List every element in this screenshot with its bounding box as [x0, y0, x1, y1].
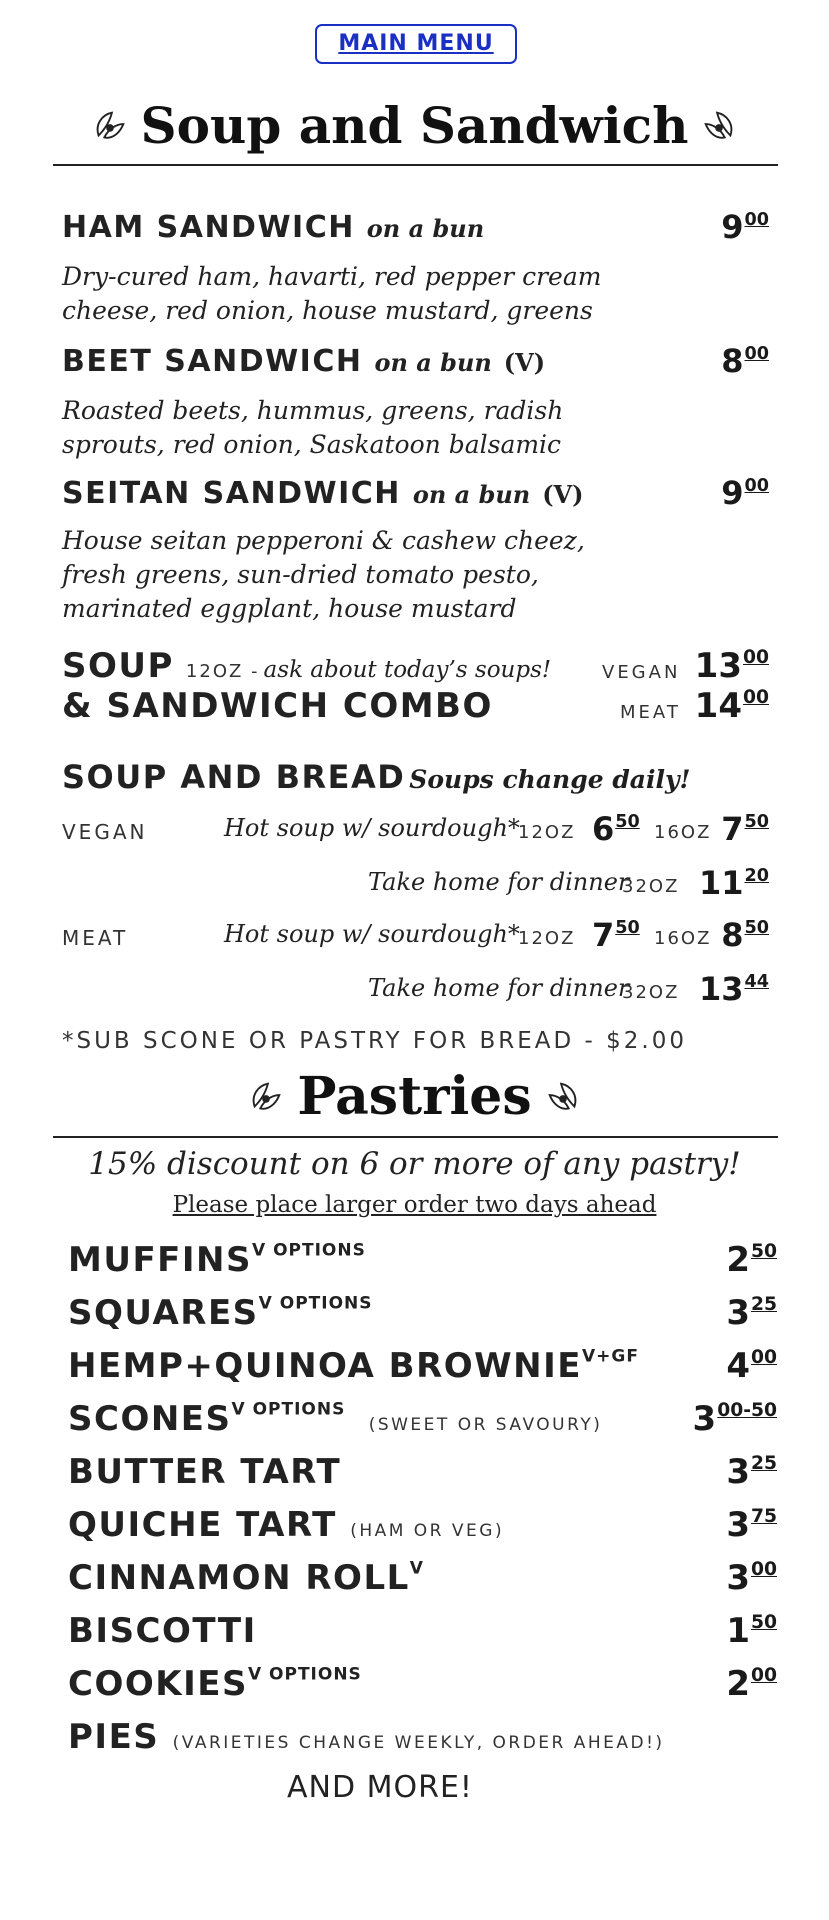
hot-soup-label: Hot soup w/ sourdough* — [224, 920, 520, 948]
order-ahead-note: Please place larger order two days ahead — [172, 1192, 657, 1218]
price: $8^{00}$ — [721, 342, 769, 380]
price: $7^{50}$ — [721, 810, 769, 848]
pastry-item: QUICHE TART (HAM OR VEG) — [68, 1505, 505, 1545]
menu-item-beet-sandwich: BEET SANDWICH on a bun (V) — [62, 344, 546, 379]
combo-meat-price: $14^{00}$ — [694, 686, 769, 726]
price: $13^{44}$ — [698, 970, 769, 1008]
size-32oz: 32OZ — [622, 982, 680, 1003]
combo-meat-label: MEAT — [620, 702, 681, 723]
section-title: Pastries — [297, 1066, 532, 1127]
price: $3^{00}$ — [726, 1558, 777, 1598]
price: $4^{00}$ — [726, 1346, 777, 1386]
pastry-item: $SQUARES^{V OPTIONS}$ — [68, 1293, 373, 1333]
size-12oz: 12OZ — [518, 928, 576, 949]
item-description: Dry-cured ham, havarti, red pepper cream cheese, red onion, house mustard, greens — [62, 262, 602, 325]
pastry-item: $COOKIES^{V OPTIONS}$ — [68, 1664, 362, 1704]
pastry-item: $MUFFINS^{V OPTIONS}$ — [68, 1240, 366, 1280]
leaf-ornament-icon — [700, 107, 738, 145]
price: $6^{50}$ — [592, 810, 640, 848]
take-home-label: Take home for dinner — [368, 868, 630, 896]
size-16oz: 16OZ — [654, 822, 712, 843]
soup-sandwich-header — [0, 96, 829, 155]
pastry-item: BUTTER TART — [68, 1452, 342, 1492]
main-menu-button[interactable]: MAIN MENU — [315, 24, 517, 64]
price: $2^{00}$ — [726, 1664, 777, 1704]
size-16oz: 16OZ — [654, 928, 712, 949]
leaf-ornament-icon — [544, 1078, 582, 1116]
price: $1^{50}$ — [726, 1611, 777, 1651]
price: $9^{00}$ — [721, 208, 769, 246]
discount-note: 15% discount on 6 or more of any pastry! — [88, 1146, 741, 1182]
pastries-header — [0, 1066, 829, 1127]
section-title: Soup and Sandwich — [140, 96, 689, 155]
section-divider — [53, 164, 778, 166]
pastry-item: $SCONES^{V OPTIONS}$ (SWEET OR SAVOURY) — [68, 1399, 603, 1439]
leaf-ornament-icon — [91, 107, 129, 145]
price: $2^{50}$ — [726, 1240, 777, 1280]
price: $3^{25}$ — [726, 1452, 777, 1492]
soup-bread-meat-label: MEAT — [62, 926, 129, 950]
and-more-note: AND MORE! — [287, 1770, 473, 1805]
take-home-label: Take home for dinner — [368, 974, 630, 1002]
combo-line-2: & SANDWICH COMBO — [62, 686, 493, 726]
item-description: House seitan pepperoni & cashew cheez, fresh greens, sun-dried tomato pesto, marinated eggplant, house mustard — [62, 526, 585, 623]
soup-bread-heading: SOUP AND BREAD Soups change daily! — [62, 758, 691, 796]
menu-item-ham-sandwich: HAM SANDWICH on a bun — [62, 210, 485, 245]
hot-soup-label: Hot soup w/ sourdough* — [224, 814, 520, 842]
section-divider — [53, 1136, 778, 1138]
menu-item-seitan-sandwich: SEITAN SANDWICH on a bun (V) — [62, 476, 584, 511]
price: 3$^{00-50}$ — [692, 1399, 777, 1439]
combo-vegan-price: $13^{00}$ — [694, 646, 769, 686]
combo-line-1: SOUP 12OZ - ask about today’s soups! — [62, 646, 552, 686]
pastry-item: PIES (VARIETIES CHANGE WEEKLY, ORDER AHEAD!) — [68, 1717, 665, 1757]
pastry-item: BISCOTTI — [68, 1611, 257, 1651]
price: $8^{50}$ — [721, 916, 769, 954]
sub-scone-footnote: *SUB SCONE OR PASTRY FOR BREAD - $2.00 — [62, 1028, 688, 1054]
soup-bread-vegan-label: VEGAN — [62, 820, 148, 844]
leaf-ornament-icon — [247, 1078, 285, 1116]
pastry-item: CINNAMON $ROLL^V$ — [68, 1558, 424, 1598]
size-32oz: 32OZ — [622, 876, 680, 897]
price: $11^{20}$ — [698, 864, 769, 902]
pastry-item: HEMP+QUINOA $BROWNIE^{V+GF}$ — [68, 1346, 639, 1386]
size-12oz: 12OZ — [518, 822, 576, 843]
price: $3^{75}$ — [726, 1505, 777, 1545]
item-description: Roasted beets, hummus, greens, radish sprouts, red onion, Saskatoon balsamic — [62, 396, 564, 459]
price: $9^{00}$ — [721, 474, 769, 512]
price: $7^{50}$ — [592, 916, 640, 954]
combo-vegan-label: VEGAN — [602, 662, 681, 683]
price: $3^{25}$ — [726, 1293, 777, 1333]
